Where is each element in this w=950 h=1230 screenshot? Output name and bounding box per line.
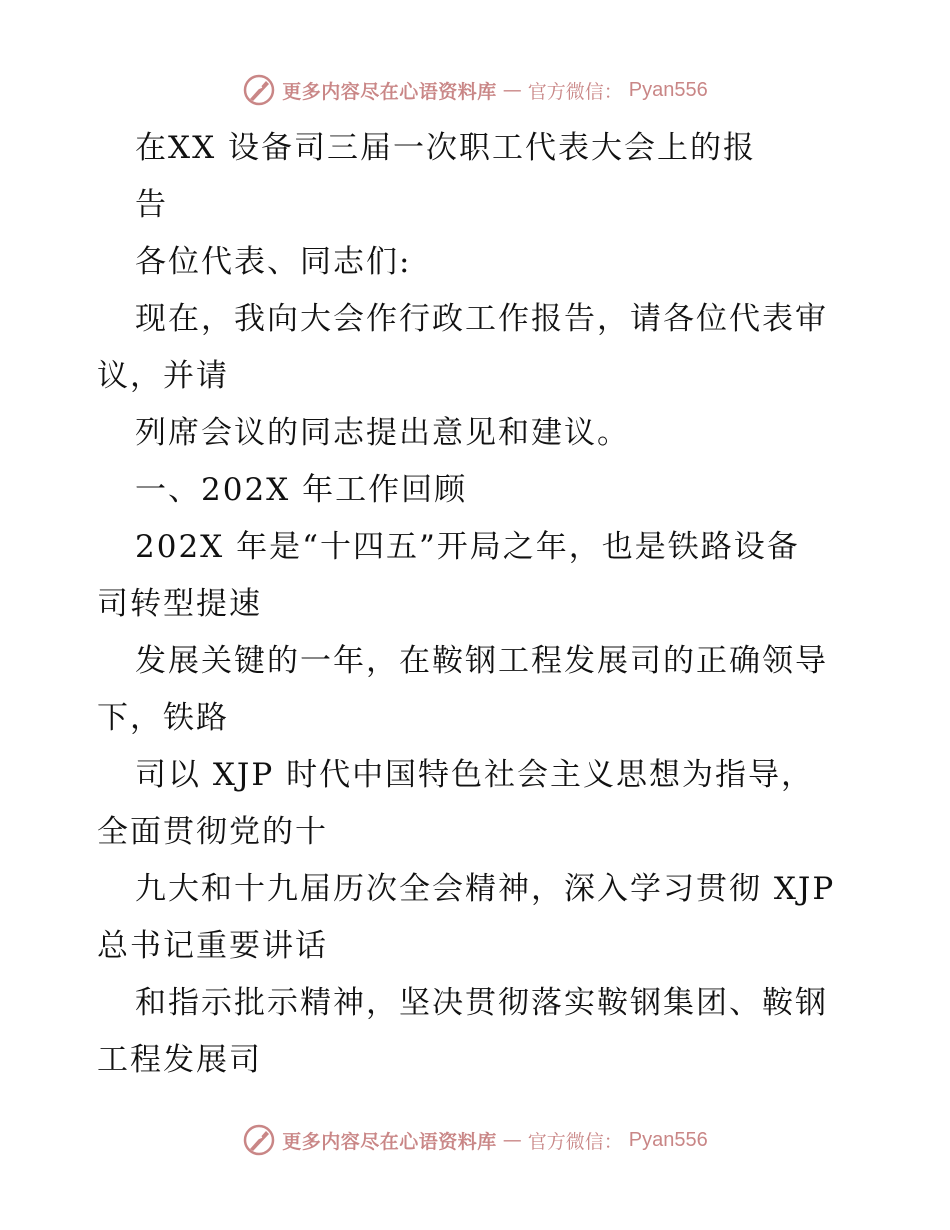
banner-wechat-id: Pyan556 (628, 1128, 708, 1151)
banner-wechat-id: Pyan556 (628, 78, 708, 101)
document-line: 下，铁路 (97, 700, 229, 736)
document-line: 在XX 设备司三届一次职工代表大会上的报 (135, 130, 756, 166)
banner-separator: — (502, 1129, 522, 1151)
banner-main-text: 更多内容尽在心语资料库 (282, 1130, 497, 1153)
banner-main-text: 更多内容尽在心语资料库 (282, 80, 497, 103)
document-line: 202X 年是“十四五”开局之年，也是铁路设备 (135, 529, 800, 565)
banner-wechat-label: 官方微信： (527, 80, 623, 103)
document-line: 司以 XJP 时代中国特色社会主义思想为指导， (135, 757, 815, 793)
banner-separator: — (502, 79, 522, 101)
feather-pen-logo-icon (242, 73, 276, 107)
document-line: 总书记重要讲话 (97, 928, 328, 964)
document-line: 一、202X 年工作回顾 (135, 472, 468, 508)
document-line: 工程发展司 (97, 1042, 262, 1078)
document-line: 议，并请 (97, 358, 229, 394)
document-line: 全面贯彻党的十 (97, 814, 328, 850)
banner-wechat-label: 官方微信： (527, 1130, 623, 1153)
document-line: 九大和十九届历次全会精神，深入学习贯彻 XJP (135, 871, 836, 907)
document-line: 列席会议的同志提出意见和建议。 (135, 415, 630, 451)
document-line: 现在，我向大会作行政工作报告，请各位代表审 (135, 301, 828, 337)
document-line: 和指示批示精神，坚决贯彻落实鞍钢集团、鞍钢 (135, 985, 828, 1021)
document-line: 各位代表、同志们: (135, 244, 412, 280)
document-line: 告 (135, 187, 168, 223)
document-line: 司转型提速 (97, 586, 262, 622)
feather-pen-logo-icon (242, 1123, 276, 1157)
document-line: 发展关键的一年，在鞍钢工程发展司的正确领导 (135, 643, 828, 679)
document-body (97, 120, 867, 1089)
footer-watermark-banner (0, 1120, 950, 1160)
header-watermark-banner (0, 70, 950, 110)
